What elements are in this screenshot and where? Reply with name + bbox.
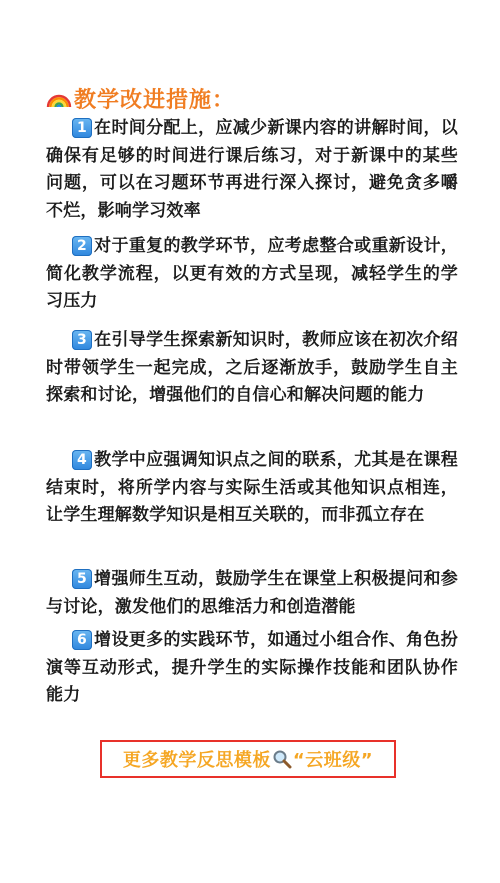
- list-item: [46, 447, 458, 530]
- list-item-text: 在时间分配上，应减少新课内容的讲解时间，以确保有足够的时间进行课后练习，对于新课中的某些问题，可以在习题环节再进行深入探讨，避免贪多嚼不烂，影响学习效率: [46, 118, 458, 221]
- list-item: [46, 233, 458, 316]
- keycap-number-icon: 2: [72, 236, 92, 256]
- list-item-text: 对于重复的教学环节，应考虑整合或重新设计，简化教学流程，以更有效的方式呈现，减轻学生的学习压力: [46, 236, 458, 311]
- keycap-number-icon: 4: [72, 450, 92, 470]
- banner-suffix-text: “云班级”: [292, 750, 374, 771]
- section-heading: [46, 82, 235, 114]
- list-item-text: 增强师生互动，鼓励学生在课堂上积极提问和参与讨论，激发他们的思维活力和创造潜能: [46, 569, 458, 617]
- list-item-text: 在引导学生探索新知识时，教师应该在初次介绍时带领学生一起完成，之后逐渐放手，鼓励学生自主探索和讨论，增强他们的自信心和解决问题的能力: [46, 330, 458, 405]
- list-item: [46, 627, 458, 710]
- rainbow-icon: [46, 85, 72, 111]
- keycap-number-icon: 1: [72, 118, 92, 138]
- list-item: [46, 115, 458, 225]
- magnifier-icon: [272, 749, 292, 769]
- list-item-text: 教学中应强调知识点之间的联系，尤其是在课程结束时，将所学内容与实际生活或其他知识点相连，让学生理解数学知识是相互关联的，而非孤立存在: [46, 450, 458, 525]
- banner-prefix-text: 更多教学反思模板: [122, 750, 271, 771]
- keycap-number-icon: 6: [72, 630, 92, 650]
- heading-text: 教学改进措施：: [74, 87, 236, 113]
- list-item-text: 增设更多的实践环节，如通过小组合作、角色扮演等互动形式，提升学生的实际操作技能和团队协作能力: [46, 630, 458, 705]
- keycap-number-icon: 3: [72, 330, 92, 350]
- list-item: [46, 327, 458, 410]
- keycap-number-icon: 5: [72, 569, 92, 589]
- list-item: [46, 566, 458, 621]
- more-templates-banner[interactable]: [100, 740, 396, 778]
